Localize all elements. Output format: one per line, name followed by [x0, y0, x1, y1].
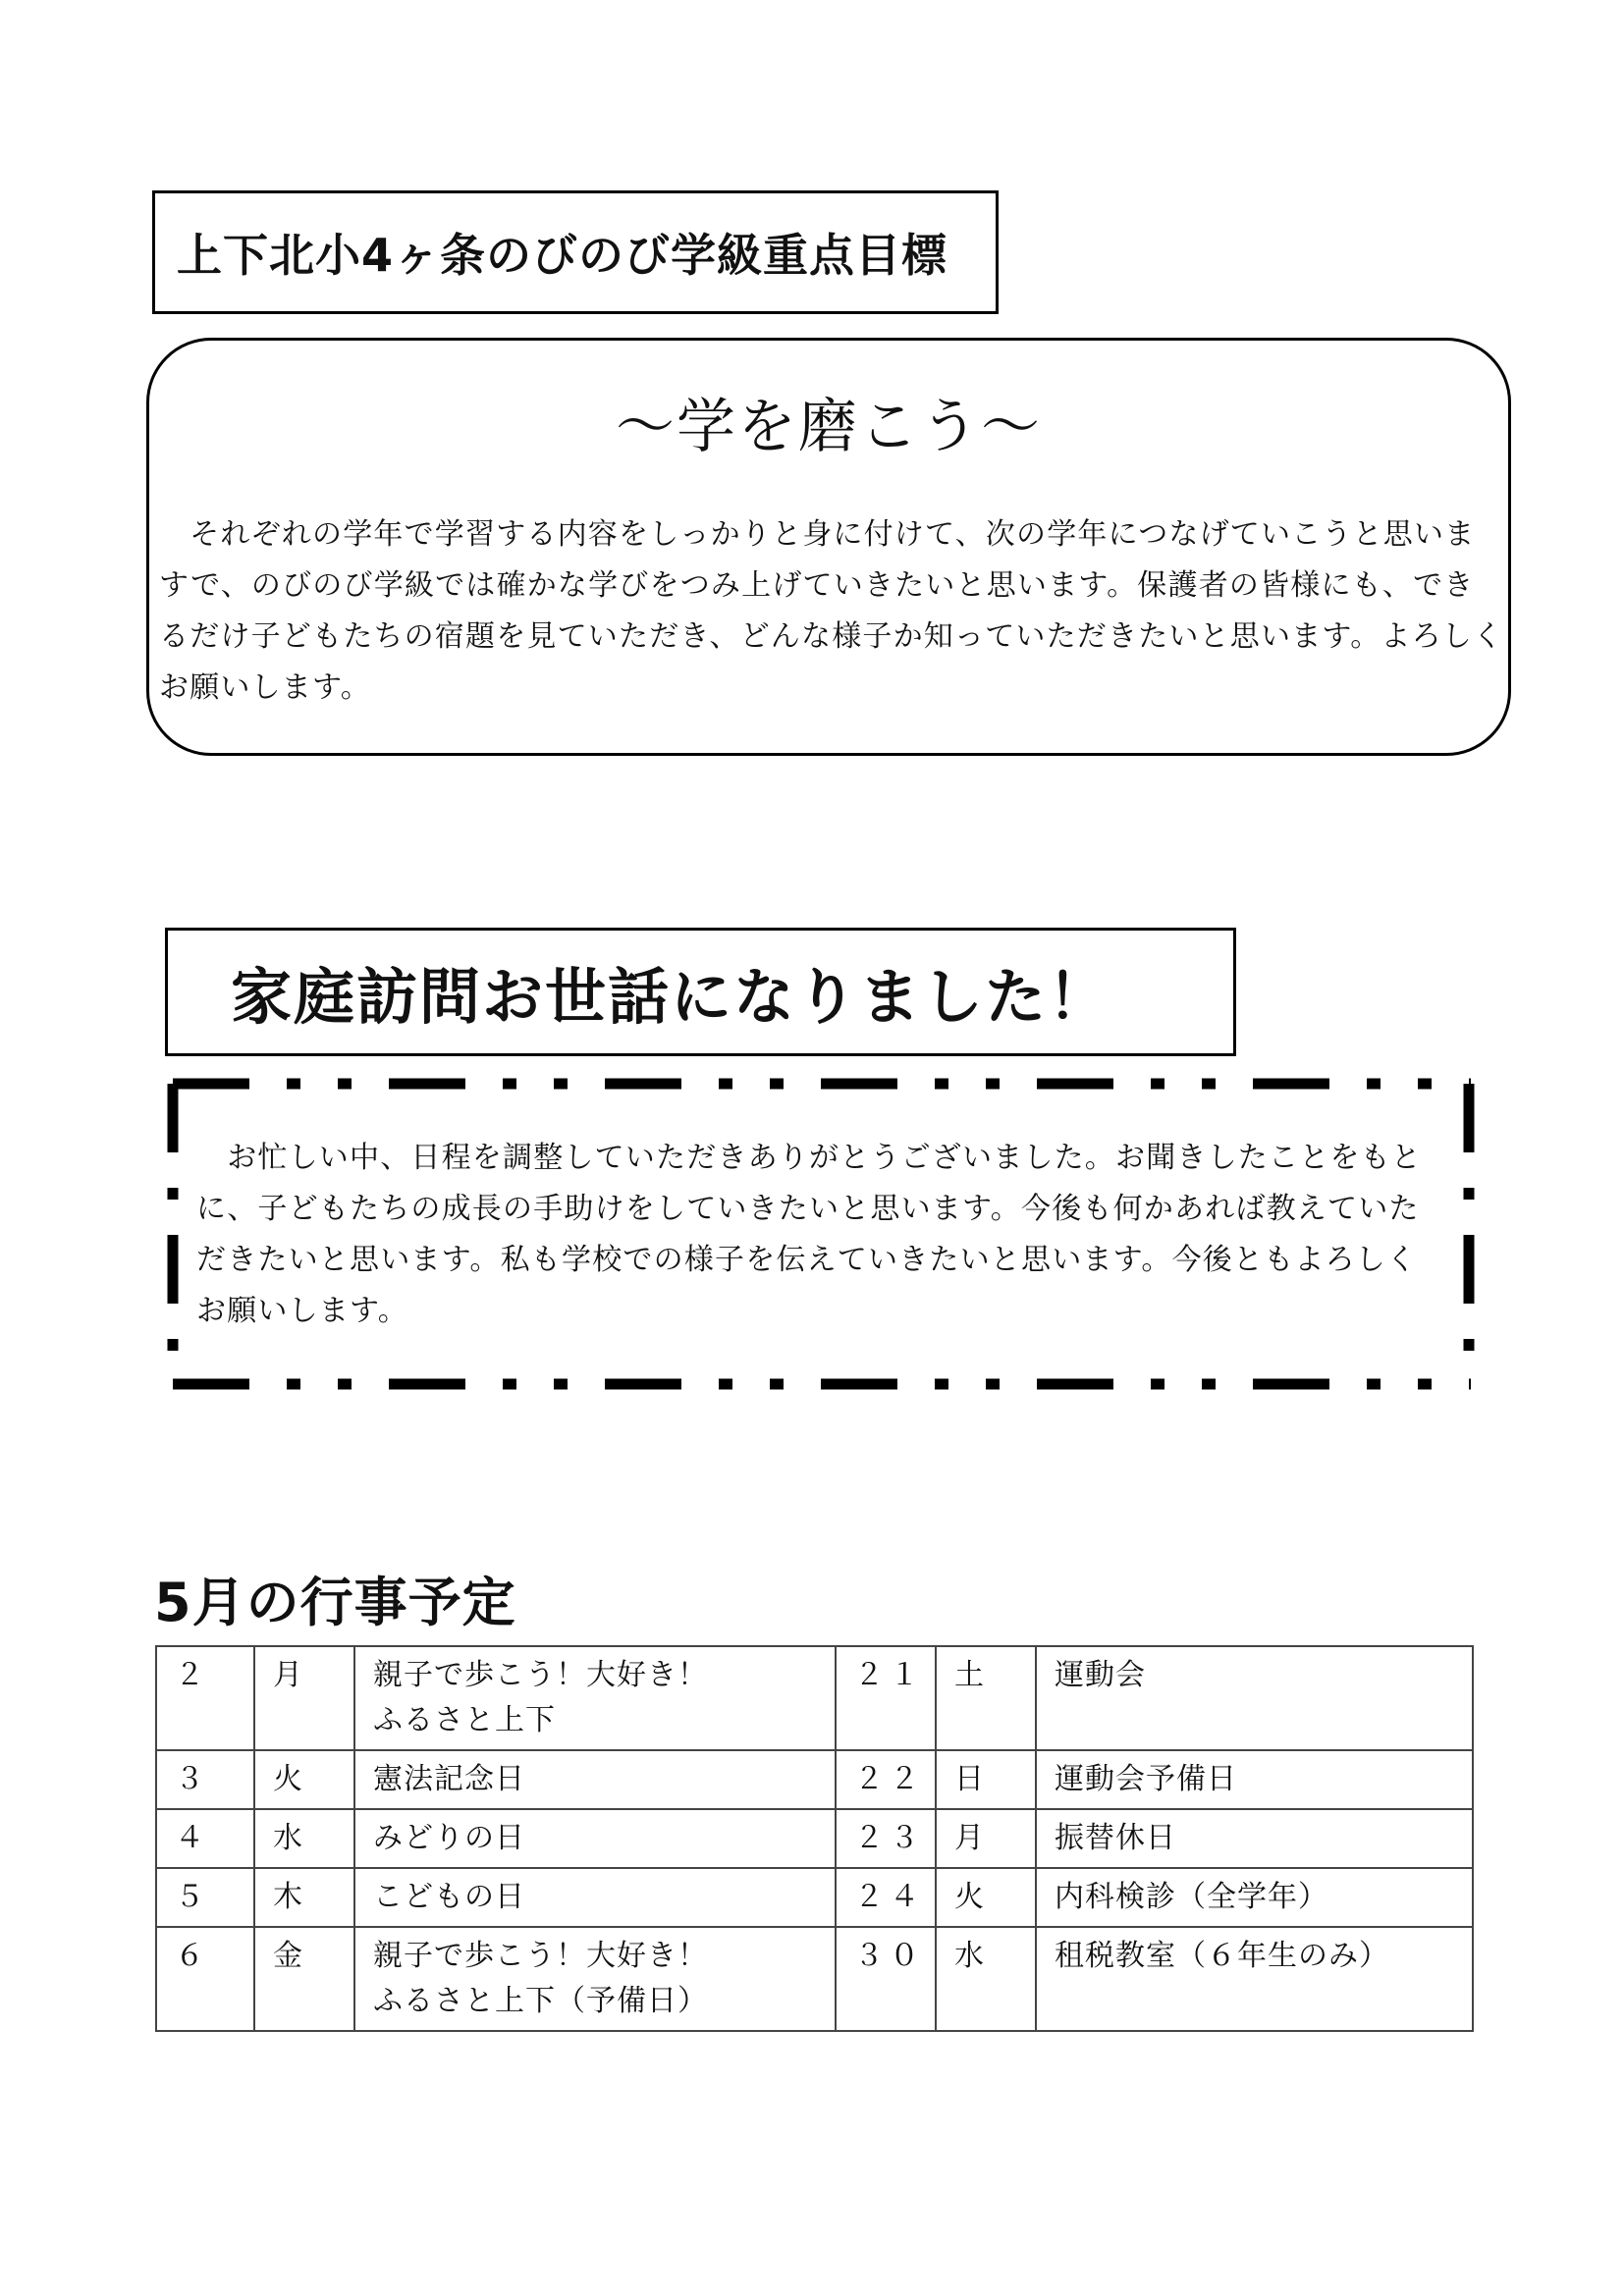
event-day: ２２ — [836, 1750, 936, 1809]
table-row — [156, 1927, 1473, 2031]
event-weekday: 水 — [254, 1809, 354, 1868]
goal-title: 上下北小4ヶ条のびのび学級重点目標 — [177, 229, 948, 282]
events-table — [155, 1645, 1474, 2032]
event-day: ５ — [156, 1868, 254, 1927]
event-name: 振替休日 — [1036, 1809, 1473, 1868]
event-name: 内科検診（全学年） — [1036, 1868, 1473, 1927]
event-day: ４ — [156, 1809, 254, 1868]
event-weekday: 土 — [936, 1646, 1036, 1750]
event-name: こどもの日 — [354, 1868, 836, 1927]
visit-title-box — [165, 928, 1236, 1056]
event-weekday: 日 — [936, 1750, 1036, 1809]
event-name: 運動会 — [1036, 1646, 1473, 1750]
event-weekday: 月 — [936, 1809, 1036, 1868]
event-weekday: 月 — [254, 1646, 354, 1750]
table-row — [156, 1646, 1473, 1750]
event-name: 租税教室（６年生のみ） — [1036, 1927, 1473, 2031]
events-title: 5月の行事予定 — [154, 1572, 516, 1633]
events-tbody — [156, 1646, 1473, 2031]
event-weekday: 火 — [936, 1868, 1036, 1927]
event-day: ２１ — [836, 1646, 936, 1750]
table-row — [156, 1809, 1473, 1868]
visit-title: 家庭訪問お世話になりました！ — [231, 961, 1111, 1033]
goal-heading: ～学を磨こう～ — [616, 393, 1042, 461]
event-day: ３０ — [836, 1927, 936, 2031]
event-day: ２３ — [836, 1809, 936, 1868]
goal-title-box — [152, 190, 999, 314]
event-day: ６ — [156, 1927, 254, 2031]
visit-panel — [165, 1072, 1477, 1396]
event-name: 運動会予備日 — [1036, 1750, 1473, 1809]
event-day: ３ — [156, 1750, 254, 1809]
event-weekday: 水 — [936, 1927, 1036, 2031]
event-name: みどりの日 — [354, 1809, 836, 1868]
event-weekday: 木 — [254, 1868, 354, 1927]
event-weekday: 火 — [254, 1750, 354, 1809]
event-name: 憲法記念日 — [354, 1750, 836, 1809]
table-row — [156, 1750, 1473, 1809]
event-day: ２ — [156, 1646, 254, 1750]
event-name: 親子で歩こう！大好き！ ふるさと上下（予備日） — [354, 1927, 836, 2031]
table-row — [156, 1868, 1473, 1927]
event-day: ２４ — [836, 1868, 936, 1927]
event-name: 親子で歩こう！大好き！ ふるさと上下 — [354, 1646, 836, 1750]
event-weekday: 金 — [254, 1927, 354, 2031]
goal-body-text: それぞれの学年で学習する内容をしっかりと身に付けて、次の学年につなげていこうと思いますで、のびのび学級では確かな学びをつみ上げていきたいと思います。保護者の皆様にも、できるだけ子どもたちの宿題を見ていただき、どんな様子か知っていただきたいと思います。よろしくお願いします。 — [159, 517, 1504, 705]
goal-panel — [146, 338, 1511, 756]
visit-body-text: お忙しい中、日程を調整していただきありがとうございました。お聞きしたことをもとに、子どもたちの成長の手助けをしていきたいと思います。今後も何かあれば教えていただきたいと思います。私も学校での様子を伝えていきたいと思います。今後ともよろしくお願いします。 — [196, 1141, 1422, 1328]
